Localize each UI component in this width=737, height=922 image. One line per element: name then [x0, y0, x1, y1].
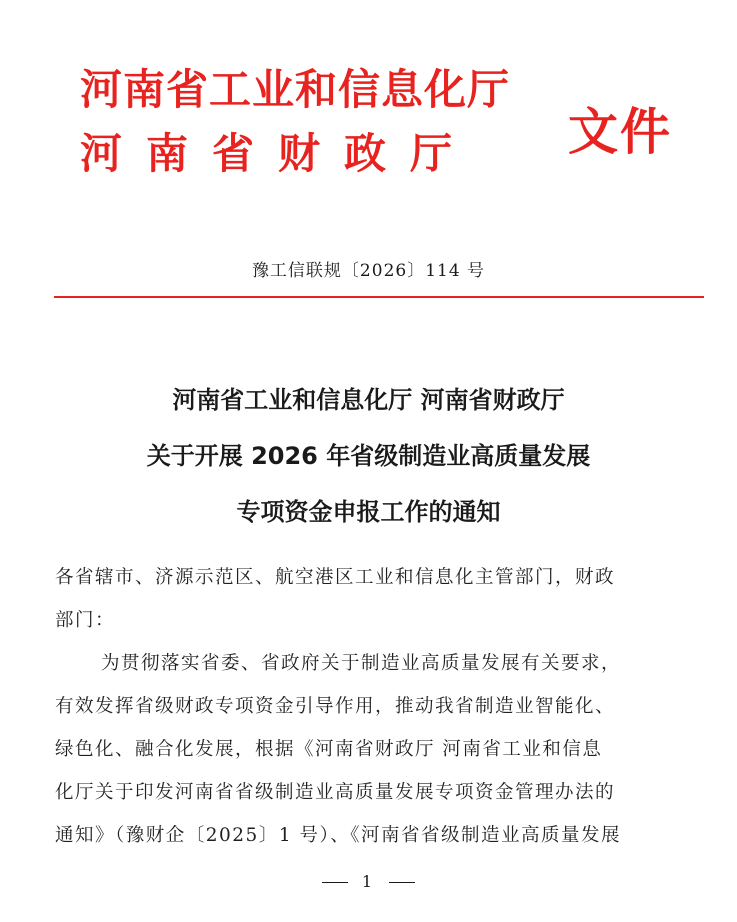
- body-line-3: 绿色化、融合化发展，根据《河南省财政厅 河南省工业和信息: [55, 739, 603, 760]
- notice-body: [55, 556, 705, 857]
- body-line-4: 化厅关于印发河南省省级制造业高质量发展专项资金管理办法的: [55, 782, 616, 803]
- issuer-block: [80, 58, 510, 186]
- issuer-name-industry: 河南省工业和信息化厅: [80, 65, 511, 114]
- page-footer: [0, 872, 737, 891]
- body-line-5: 通知》（豫财企〔2025〕1 号）、《河南省省级制造业高质量发展: [55, 825, 621, 846]
- page-number: 1: [361, 872, 376, 891]
- recipients-line-1: 各省辖市、济源示范区、航空港区工业和信息化主管部门，财政: [55, 567, 616, 588]
- document-number: 豫工信联规〔2026〕114 号: [251, 261, 486, 281]
- red-separator-line: [54, 296, 704, 298]
- page-dash-right: [389, 882, 415, 884]
- body-line-1: 为贯彻落实省委、省政府关于制造业高质量发展有关要求，: [101, 653, 622, 674]
- page-dash-left: [322, 882, 348, 884]
- title-line-1: 河南省工业和信息化厅 河南省财政厅: [172, 386, 565, 414]
- title-line-3: 专项资金申报工作的通知: [236, 498, 501, 526]
- notice-title: [0, 372, 737, 540]
- title-line-2: 关于开展 2026 年省级制造业高质量发展: [146, 442, 591, 470]
- doc-type-label: 文件: [568, 103, 672, 161]
- recipients-line-2: 部门：: [55, 610, 116, 631]
- body-line-2: 有效发挥省级财政专项资金引导作用，推动我省制造业智能化、: [55, 696, 616, 717]
- issuer-name-finance: 河南省财政厅: [80, 129, 477, 178]
